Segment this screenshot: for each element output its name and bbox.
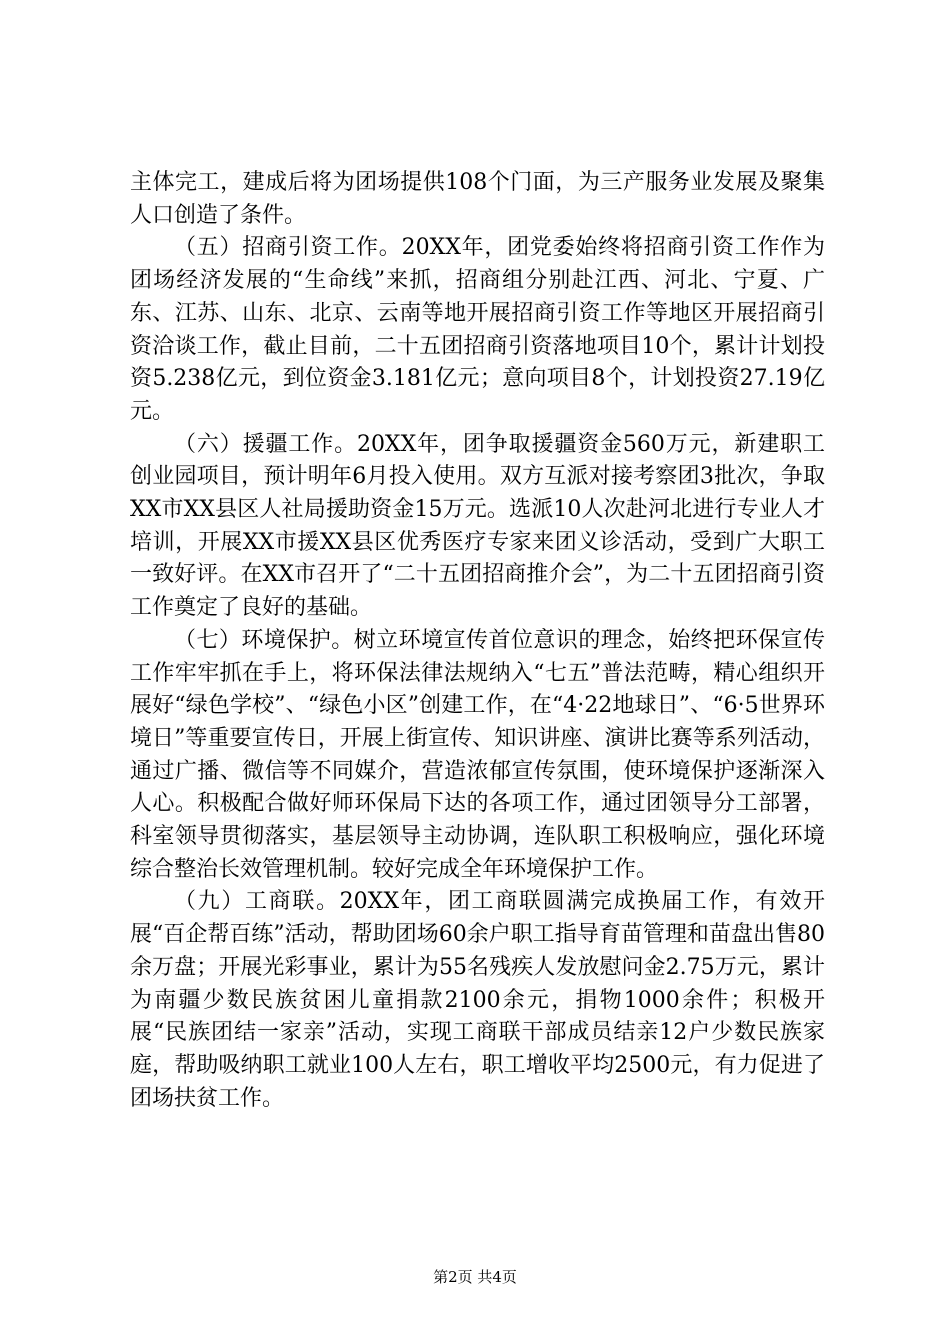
page-footer: 第2页 共4页 xyxy=(433,1268,517,1286)
paragraph-continuation: 主体完工，建成后将为团场提供108个门面，为三产服务业发展及聚集人口创造了条件。 xyxy=(130,170,825,228)
paragraph-environment: （七）环境保护。树立环境宣传首位意识的理念，始终把环保宣传工作牢牢抓在手上，将环保法律法规纳入“七五”普法范畴，精心组织开展好“绿色学校”、“绿色小区”创建工作，在“4·22地球日”、“6·5世界环境日”等重要宣传日，开展上街宣传、知识讲座、演讲比赛等系列活动，通过广播、微信等不同媒介，营造浓郁宣传氛围，使环境保护逐渐深入人心。积极配合做好师环保局下达的各项工作，通过团领导分工部署，科室领导贯彻落实，基层领导主动协调，连队职工积极响应，强化环境综合整治长效管理机制。较好完成全年环境保护工作。 xyxy=(130,627,825,882)
paragraph-federation: （九）工商联。20XX年，团工商联圆满完成换届工作，有效开展“百企帮百练”活动，帮助团场60余户职工指导育苗管理和苗盘出售80余万盘；开展光彩事业，累计为55名残疾人发放慰问金2.75万元，累计为南疆少数民族贫困儿童捐款2100余元，捐物1000余件；积极开展“民族团结一家亲”活动，实现工商联干部成员结亲12户少数民族家庭，帮助吸纳职工就业100人左右，职工增收平均2500元，有力促进了团场扶贫工作。 xyxy=(130,889,825,1111)
document-body xyxy=(130,167,825,1115)
paragraph-xinjiang-aid: （六）援疆工作。20XX年，团争取援疆资金560万元，新建职工创业园项目，预计明年6月投入使用。双方互派对接考察团3批次，争取XX市XX县区人社局援助资金15万元。选派10人次赴河北进行专业人才培训，开展XX市援XX县区优秀医疗专家来团义诊活动，受到广大职工一致好评。在XX市召开了“二十五团招商推介会”，为二十五团招商引资工作奠定了良好的基础。 xyxy=(130,431,825,621)
paragraph-investment: （五）招商引资工作。20XX年，团党委始终将招商引资工作作为团场经济发展的“生命线”来抓，招商组分别赴江西、河北、宁夏、广东、江苏、山东、北京、云南等地开展招商引资工作等地区开展招商引资洽谈工作，截止目前，二十五团招商引资落地项目10个，累计计划投资5.238亿元，到位资金3.181亿元；意向项目8个，计划投资27.19亿元。 xyxy=(130,235,825,424)
